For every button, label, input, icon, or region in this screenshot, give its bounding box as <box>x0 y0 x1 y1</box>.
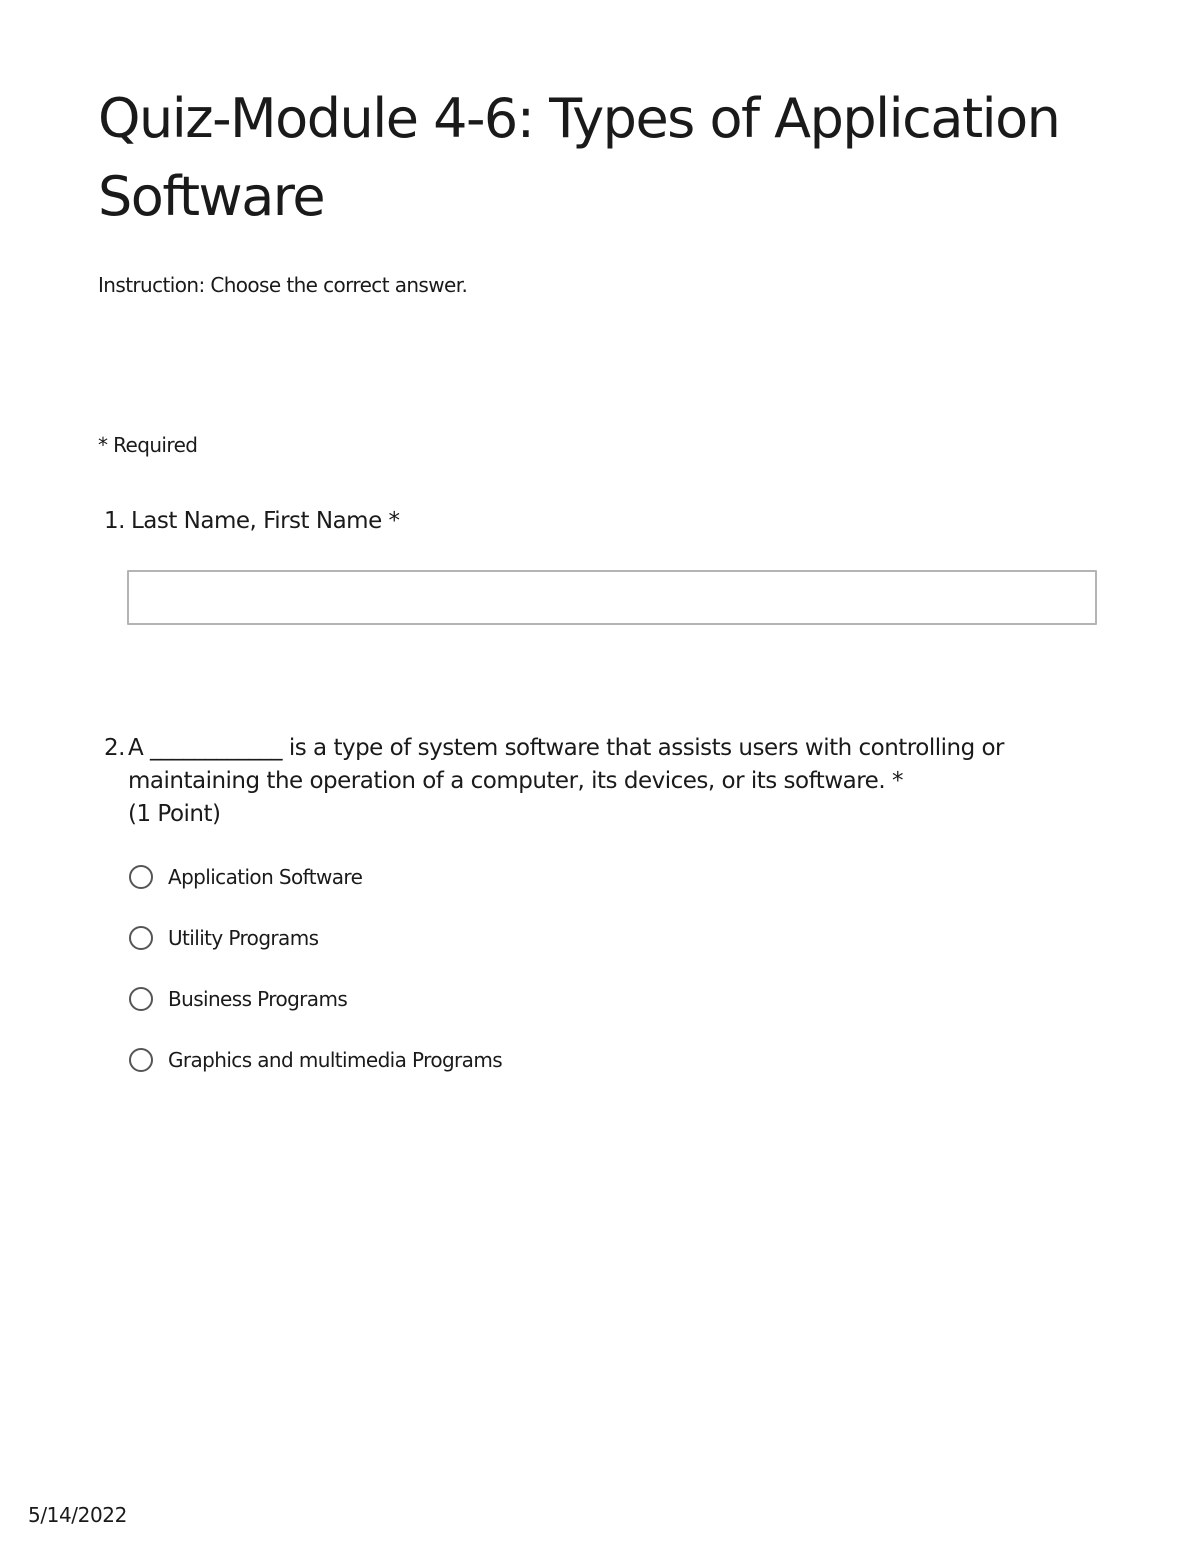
question-2-title <box>104 732 1064 831</box>
radio-button[interactable] <box>129 865 153 889</box>
form-instruction: Instruction: Choose the correct answer. <box>98 273 468 297</box>
required-note: * Required <box>98 433 198 457</box>
option-business-programs[interactable] <box>129 984 347 1014</box>
option-graphics-multimedia-programs[interactable] <box>129 1045 502 1075</box>
radio-button[interactable] <box>129 987 153 1011</box>
radio-button[interactable] <box>129 926 153 950</box>
question-1-text: Last Name, First Name * <box>130 508 400 534</box>
question-2-text-line-2: maintaining the operation of a computer, its devices, or its software. * <box>128 768 903 794</box>
option-application-software[interactable] <box>129 862 362 892</box>
option-label: Business Programs <box>168 987 348 1011</box>
option-label: Graphics and multimedia Programs <box>168 1048 503 1072</box>
form-title: Quiz-Module 4-6: Types of Application Software <box>98 87 1060 228</box>
radio-button[interactable] <box>129 1048 153 1072</box>
question-2-number: 2. <box>104 735 125 761</box>
print-date: 5/14/2022 <box>28 1503 127 1527</box>
question-1-number: 1. <box>104 508 125 534</box>
option-label: Application Software <box>168 865 363 889</box>
question-2-text-line-1: A ____________ is a type of system software that assists users with controlling or <box>128 735 1005 761</box>
option-label: Utility Programs <box>168 926 319 950</box>
name-input[interactable] <box>127 570 1097 625</box>
option-utility-programs[interactable] <box>129 923 318 953</box>
question-1-title <box>104 508 400 534</box>
question-2-points: (1 Point) <box>128 801 221 827</box>
